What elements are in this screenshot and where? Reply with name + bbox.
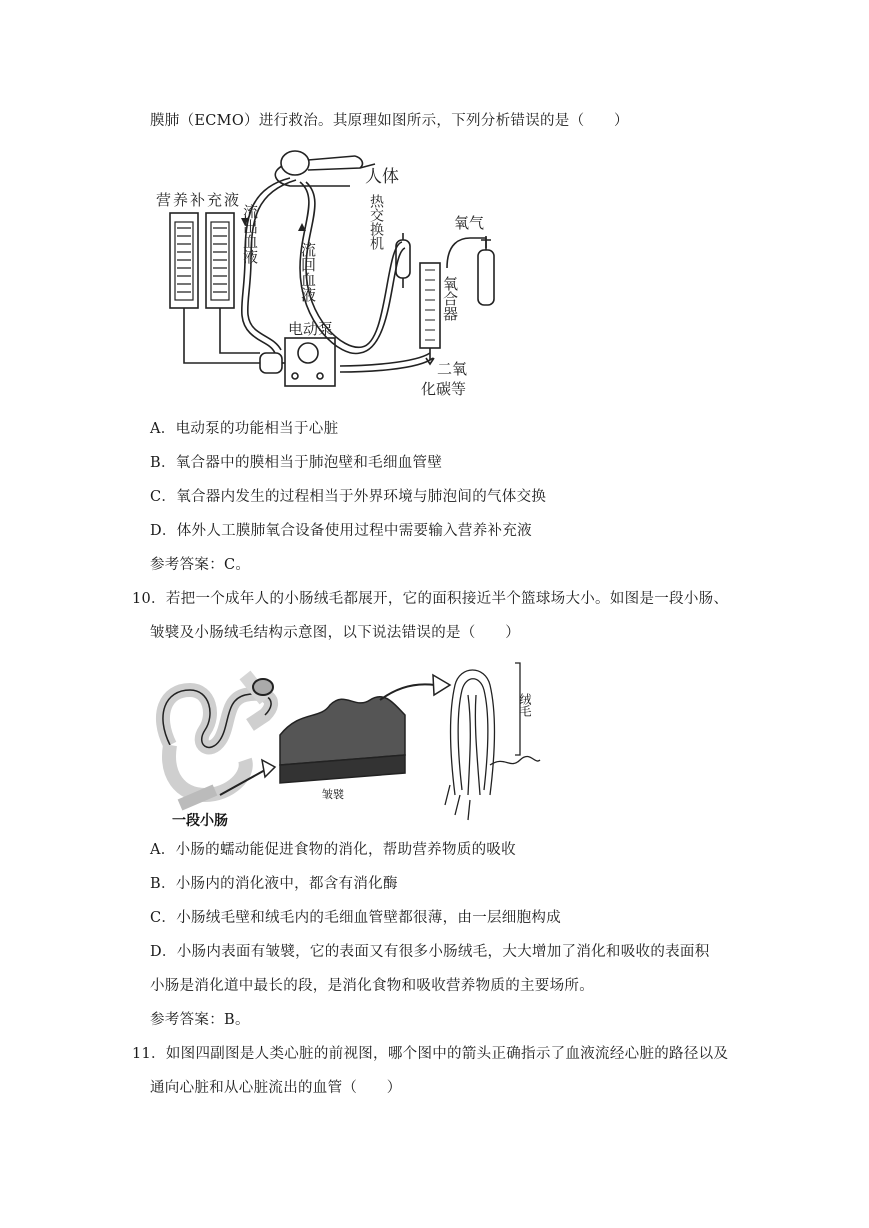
label-pump: 电动泵 bbox=[288, 320, 334, 338]
q9-option-c: C．氧合器内发生的过程相当于外界环境与肺泡间的气体交换 bbox=[150, 489, 547, 505]
ecmo-diagram bbox=[150, 148, 500, 403]
label-outflow: 流出血液 bbox=[241, 204, 259, 264]
human-figure bbox=[275, 151, 375, 186]
q10-option-c: C．小肠绒毛壁和绒毛内的毛细血管壁都很薄，由一层细胞构成 bbox=[150, 910, 561, 926]
q9-option-d: D．体外人工膜肺氧合设备使用过程中需要输入营养补充液 bbox=[150, 523, 532, 539]
label-oxygenator: 氧合器 bbox=[441, 276, 459, 321]
q9-option-a: A．电动泵的功能相当于心脏 bbox=[150, 421, 339, 437]
label-oxygen: 氧气 bbox=[454, 214, 485, 232]
q10-note: 小肠是消化道中最长的段，是消化食物和吸收营养物质的主要场所。 bbox=[150, 978, 594, 994]
label-return: 流回血液 bbox=[299, 242, 317, 302]
q10-stem-line2: 皱襞及小肠绒毛结构示意图，以下说法错误的是（ ） bbox=[150, 625, 520, 641]
tubing bbox=[242, 178, 486, 372]
intestine-diagram bbox=[150, 655, 550, 830]
q10-answer: 参考答案：B。 bbox=[150, 1012, 250, 1028]
label-human: 人体 bbox=[365, 167, 399, 187]
q11-stem-line1: 11．如图四副图是人类心脏的前视图，哪个图中的箭头正确指示了血液流经心脏的路径以及 bbox=[132, 1046, 729, 1062]
label-segment: 一段小肠 bbox=[172, 813, 228, 829]
q9-answer: 参考答案：C。 bbox=[150, 557, 251, 573]
intestine-segment bbox=[163, 675, 273, 805]
q10-option-a: A．小肠的蠕动能促进食物的消化，帮助营养物质的吸收 bbox=[150, 842, 516, 858]
oxygenator bbox=[420, 263, 440, 364]
label-villus: 绒毛 bbox=[518, 693, 532, 717]
label-fold: 皱襞 bbox=[322, 788, 344, 801]
pump bbox=[260, 338, 335, 386]
q10-stem-line1: 10．若把一个成年人的小肠绒毛都展开，它的面积接近半个篮球场大小。如图是一段小肠、 bbox=[132, 591, 729, 607]
q10-option-d: D．小肠内表面有皱襞，它的表面又有很多小肠绒毛，大大增加了消化和吸收的表面积 bbox=[150, 944, 710, 960]
fold-block bbox=[280, 697, 405, 783]
q9-stem: 膜肺（ECMO）进行救治。其原理如图所示，下列分析错误的是（ ） bbox=[150, 113, 629, 129]
q9-option-b: B．氧合器中的膜相当于肺泡壁和毛细血管壁 bbox=[150, 455, 443, 471]
q10-option-b: B．小肠内的消化液中，都含有消化酶 bbox=[150, 876, 398, 892]
oxygen-tank bbox=[478, 236, 494, 305]
label-nutrient: 营养补充液 bbox=[156, 191, 242, 209]
q11-stem-line2: 通向心脏和从心脏流出的血管（ ） bbox=[150, 1080, 402, 1096]
label-co2: 二氧化碳等 bbox=[421, 360, 468, 398]
label-heat-exchanger: 热交换机 bbox=[368, 194, 384, 250]
